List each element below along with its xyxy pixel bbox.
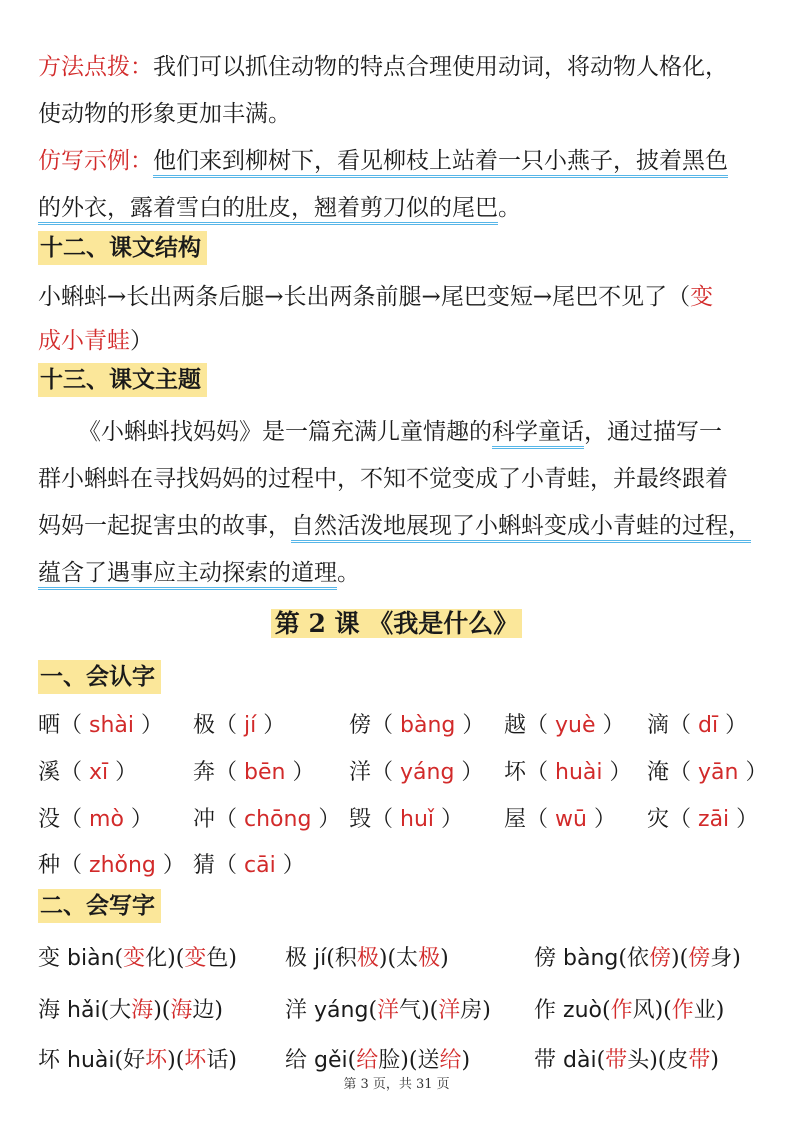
word-target-char: 傍 (688, 946, 711, 971)
open-paren: ( (347, 1048, 357, 1073)
read-char-item (647, 805, 758, 835)
lesson-title-text: 第 2 课 《我是什么》 (271, 609, 523, 638)
word-suffix: 脸 (378, 1048, 401, 1073)
word-suffix: 业 (693, 998, 716, 1023)
structure-text: 小蝌蚪→长出两条后腿→长出两条前腿→尾巴变短→尾巴不见了（ (38, 284, 691, 310)
word-prefix: 皮 (666, 1048, 689, 1073)
structure-close-paren: ） (130, 328, 153, 354)
word-suffix: 边 (192, 998, 215, 1023)
paren-join: )( (167, 1048, 185, 1073)
write-char-item (38, 1046, 237, 1076)
open-paren: （ (669, 760, 699, 785)
close-paren: ） (595, 713, 625, 738)
theme-period: 。 (337, 560, 360, 586)
method-line-2: 使动物的形象更加丰满。 (38, 101, 291, 127)
read-pinyin: yān (698, 760, 739, 785)
word-suffix: 话 (206, 1048, 229, 1073)
read-pinyin: zāi (698, 807, 730, 832)
close-paren: ） (738, 760, 768, 785)
read-char-item (193, 851, 305, 881)
space (60, 1048, 67, 1073)
close-paren: ) (440, 946, 449, 971)
theme-text-4a: 蕴含了遇事应主动探索的道理 (38, 560, 337, 590)
paren-join: )( (167, 946, 185, 971)
write-pinyin: yáng (314, 998, 369, 1023)
word-suffix: 化 (145, 946, 168, 971)
lesson-title (0, 607, 793, 641)
word-target-char: 作 (610, 998, 633, 1023)
space (60, 998, 67, 1023)
paren-join: )( (378, 946, 397, 971)
read-pinyin: huài (555, 760, 603, 785)
open-paren: （ (60, 807, 90, 832)
word-suffix: 头 (627, 1048, 650, 1073)
open-paren: ( (368, 998, 378, 1023)
read-char-item (647, 758, 767, 788)
word-target-char: 坏 (145, 1048, 168, 1073)
word-suffix: 色 (206, 946, 229, 971)
space (556, 946, 563, 971)
word-target-char: 坏 (184, 1048, 207, 1073)
write-pinyin: huài (67, 1048, 115, 1073)
close-paren: ) (732, 946, 741, 971)
read-char: 猜 (193, 853, 216, 878)
open-paren: （ (60, 760, 90, 785)
read-section-title: 一、会认字 (38, 660, 161, 694)
structure-line-1 (38, 282, 713, 312)
open-paren: （ (215, 713, 245, 738)
read-char-item (647, 711, 747, 741)
word-target-char: 极 (418, 946, 441, 971)
read-char-item (38, 851, 185, 881)
structure-answer-start: 变 (690, 284, 714, 310)
read-pinyin: bēn (244, 760, 286, 785)
open-paren: ( (596, 1048, 606, 1073)
write-char: 变 (38, 946, 61, 971)
word-target-char: 海 (170, 998, 193, 1023)
word-prefix: 大 (109, 998, 132, 1023)
word-target-char: 变 (184, 946, 207, 971)
method-text-1: 我们可以抓住动物的特点合理使用动词，将动物人格化， (153, 54, 728, 80)
read-pinyin: dī (698, 713, 719, 738)
read-char-item (349, 805, 463, 835)
read-pinyin: bàng (400, 713, 456, 738)
space (307, 946, 314, 971)
close-paren: ） (155, 853, 185, 878)
space (60, 946, 67, 971)
word-suffix: 房 (460, 998, 483, 1023)
word-prefix: 积 (334, 946, 357, 971)
word-target-char: 带 (688, 1048, 711, 1073)
close-paren: ） (256, 713, 286, 738)
theme-text-3b: 自然活泼地展现了小蝌蚪变成小青蛙的过程， (291, 513, 751, 543)
read-char: 奔 (193, 760, 216, 785)
write-char-item (534, 1046, 719, 1076)
example-period: 。 (498, 195, 521, 221)
write-char-item (534, 944, 741, 974)
read-char: 没 (38, 807, 61, 832)
theme-keyword: 科学童话 (492, 419, 584, 449)
close-paren: ) (214, 998, 223, 1023)
read-char: 溪 (38, 760, 61, 785)
word-target-char: 作 (671, 998, 694, 1023)
read-char-item (349, 758, 483, 788)
open-paren: （ (526, 713, 556, 738)
theme-line-2: 群小蝌蚪在寻找妈妈的过程中，不知不觉变成了小青蛙，并最终跟着 (38, 466, 728, 492)
theme-text-1a: 《小蝌蚪找妈妈》是一篇充满儿童情趣的 (78, 419, 492, 445)
write-char: 带 (534, 1048, 557, 1073)
close-paren: ) (228, 946, 237, 971)
read-char: 屋 (504, 807, 527, 832)
close-paren: ） (108, 760, 138, 785)
read-pinyin: cāi (244, 853, 276, 878)
read-char-item (38, 805, 153, 835)
example-line-1 (38, 146, 728, 176)
word-suffix: 身 (710, 946, 733, 971)
close-paren: ) (710, 1048, 719, 1073)
write-char-item (285, 1046, 470, 1076)
space (307, 998, 314, 1023)
read-pinyin: yáng (400, 760, 455, 785)
read-char: 洋 (349, 760, 372, 785)
example-text-2: 的外衣，露着雪白的肚皮，翘着剪刀似的尾巴 (38, 195, 498, 225)
read-pinyin: yuè (555, 713, 596, 738)
write-pinyin: hǎi (67, 998, 101, 1023)
open-paren: ( (114, 946, 124, 971)
close-paren: ） (311, 807, 341, 832)
word-suffix: 风 (632, 998, 655, 1023)
space (556, 1048, 563, 1073)
write-char-item (285, 996, 491, 1026)
word-target-char: 极 (356, 946, 379, 971)
write-pinyin: gěi (314, 1048, 348, 1073)
read-char-item (504, 758, 632, 788)
space (556, 998, 563, 1023)
page-footer: 第 3 页，共 31 页 (343, 1077, 450, 1092)
write-section-title: 二、会写字 (38, 889, 161, 923)
write-pinyin: jí (314, 946, 327, 971)
theme-text-1c: ，通过描写一 (584, 419, 722, 445)
open-paren: （ (215, 853, 245, 878)
paren-join: )( (400, 1048, 418, 1073)
close-paren: ) (461, 1048, 471, 1073)
paren-join: )( (649, 1048, 667, 1073)
write-pinyin: bàng (563, 946, 619, 971)
write-char: 给 (285, 1048, 308, 1073)
read-char-item (193, 758, 314, 788)
open-paren: （ (215, 760, 245, 785)
open-paren: （ (215, 807, 245, 832)
close-paren: ） (455, 713, 485, 738)
read-pinyin: chōng (244, 807, 312, 832)
theme-line-3 (38, 511, 751, 541)
theme-line-1 (78, 417, 722, 447)
open-paren: （ (526, 807, 556, 832)
open-paren: （ (669, 713, 699, 738)
read-char: 灾 (647, 807, 670, 832)
write-char: 傍 (534, 946, 557, 971)
read-char: 种 (38, 853, 61, 878)
write-char-item (38, 944, 237, 974)
word-target-char: 海 (131, 998, 154, 1023)
close-paren: ） (586, 807, 616, 832)
read-char-item (349, 711, 484, 741)
theme-line-4 (38, 558, 360, 588)
open-paren: （ (371, 713, 401, 738)
method-colon: ： (130, 54, 153, 80)
structure-line-2 (38, 326, 153, 356)
paren-join: )( (671, 946, 689, 971)
read-char: 晒 (38, 713, 61, 738)
example-line-2 (38, 193, 521, 223)
method-line-1 (38, 52, 728, 82)
word-prefix: 太 (396, 946, 419, 971)
write-char-item (285, 944, 449, 974)
method-label: 方法点拨 (38, 54, 130, 80)
close-paren: ） (729, 807, 759, 832)
write-char: 作 (534, 998, 557, 1023)
read-char: 越 (504, 713, 527, 738)
read-pinyin: wū (555, 807, 587, 832)
write-char: 极 (285, 946, 308, 971)
write-char-item (38, 996, 223, 1026)
read-char: 淹 (647, 760, 670, 785)
write-pinyin: zuò (563, 998, 602, 1023)
open-paren: ( (100, 998, 110, 1023)
read-char-item (504, 711, 625, 741)
close-paren: ) (482, 998, 491, 1023)
write-pinyin: biàn (67, 946, 115, 971)
space (307, 1048, 314, 1073)
section-13-title: 十三、课文主题 (38, 363, 207, 397)
read-char: 傍 (349, 713, 372, 738)
example-label: 仿写示例 (38, 148, 130, 174)
word-prefix: 依 (626, 946, 649, 971)
read-char-item (38, 758, 137, 788)
read-char: 坏 (504, 760, 527, 785)
open-paren: ( (326, 946, 335, 971)
read-pinyin: jí (244, 713, 257, 738)
word-suffix: 气 (399, 998, 422, 1023)
read-char-item (193, 805, 340, 835)
open-paren: （ (371, 807, 401, 832)
word-target-char: 给 (439, 1048, 462, 1073)
open-paren: （ (669, 807, 699, 832)
word-prefix: 送 (417, 1048, 440, 1073)
structure-answer-end: 成小青蛙 (38, 328, 130, 354)
word-target-char: 傍 (648, 946, 671, 971)
read-char: 冲 (193, 807, 216, 832)
word-target-char: 给 (356, 1048, 379, 1073)
open-paren: （ (60, 713, 90, 738)
write-char: 坏 (38, 1048, 61, 1073)
word-target-char: 洋 (438, 998, 461, 1023)
paren-join: )( (421, 998, 439, 1023)
close-paren: ） (285, 760, 315, 785)
section-12-title: 十二、课文结构 (38, 231, 207, 265)
read-char-item (38, 711, 163, 741)
close-paren: ） (123, 807, 153, 832)
paren-join: )( (654, 998, 672, 1023)
word-target-char: 带 (605, 1048, 628, 1073)
close-paren: ） (275, 853, 305, 878)
open-paren: （ (526, 760, 556, 785)
write-pinyin: dài (563, 1048, 597, 1073)
read-char: 毁 (349, 807, 372, 832)
read-pinyin: zhǒng (89, 853, 156, 878)
word-target-char: 洋 (377, 998, 400, 1023)
read-char-item (504, 805, 616, 835)
example-colon: ： (130, 148, 153, 174)
close-paren: ） (454, 760, 484, 785)
example-text-1: 他们来到柳树下，看见柳枝上站着一只小燕子，披着黑色 (153, 148, 728, 178)
word-target-char: 变 (123, 946, 146, 971)
read-pinyin: huǐ (400, 807, 435, 832)
read-pinyin: xī (89, 760, 109, 785)
read-char: 滴 (647, 713, 670, 738)
close-paren: ） (718, 713, 748, 738)
theme-text-3a: 妈妈一起捉害虫的故事， (38, 513, 291, 539)
open-paren: （ (371, 760, 401, 785)
close-paren: ） (602, 760, 632, 785)
read-char: 极 (193, 713, 216, 738)
close-paren: ） (434, 807, 464, 832)
write-char: 洋 (285, 998, 308, 1023)
write-char: 海 (38, 998, 61, 1023)
open-paren: ( (601, 998, 611, 1023)
read-char-item (193, 711, 285, 741)
close-paren: ) (715, 998, 725, 1023)
read-pinyin: mò (89, 807, 124, 832)
paren-join: )( (153, 998, 171, 1023)
close-paren: ) (228, 1048, 237, 1073)
open-paren: （ (60, 853, 90, 878)
close-paren: ） (134, 713, 164, 738)
open-paren: ( (618, 946, 627, 971)
open-paren: ( (114, 1048, 124, 1073)
write-char-item (534, 996, 724, 1026)
read-pinyin: shài (89, 713, 135, 738)
word-prefix: 好 (123, 1048, 146, 1073)
